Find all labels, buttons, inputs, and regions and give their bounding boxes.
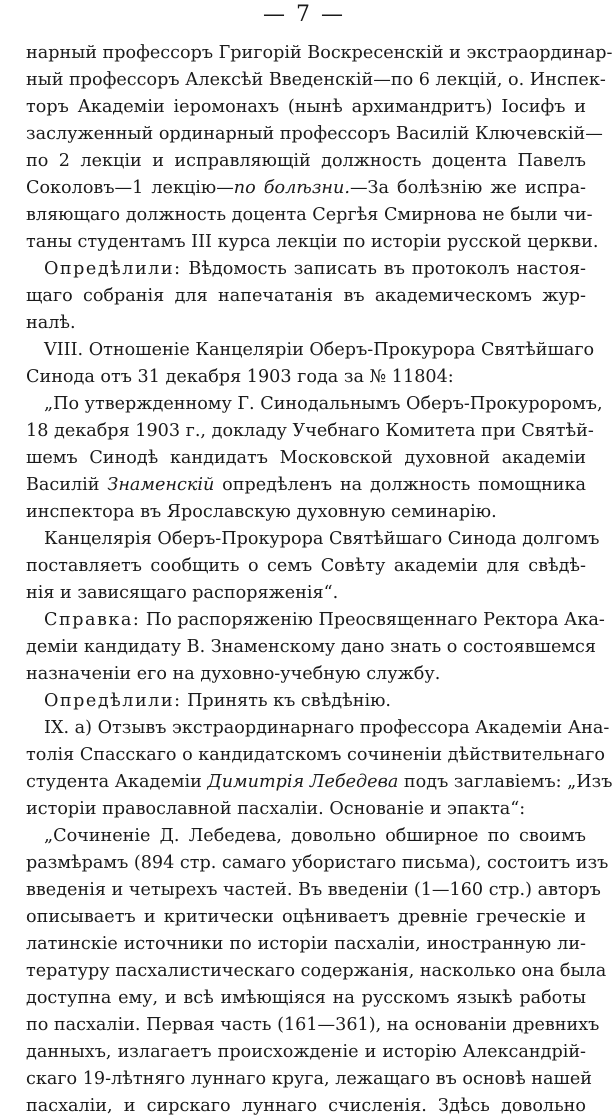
text-line bbox=[26, 823, 586, 850]
text-line bbox=[26, 472, 586, 499]
line-text-continued: опредѣленъ на должность помощника bbox=[214, 475, 586, 495]
text-line bbox=[26, 931, 586, 958]
line-text: таны студентамъ III курса лекціи по исторіи русской церкви. bbox=[26, 232, 599, 252]
text-line bbox=[26, 121, 603, 148]
text-line bbox=[26, 499, 586, 526]
line-text: исторіи православной пасхаліи. Основаніе и эпакта“: bbox=[26, 799, 526, 819]
text-line bbox=[26, 688, 586, 715]
line-text: „Сочиненіе Д. Лебедева, довольно обширное по своимъ bbox=[44, 826, 586, 846]
line-text: Справка: По распоряженію Преосвященнаго Ректора Ака- bbox=[44, 610, 605, 630]
line-text: шемъ Синодѣ кандидатъ Московской духовной академіи bbox=[26, 448, 586, 468]
text-line bbox=[26, 283, 586, 310]
italic-text: Знаменскій bbox=[107, 475, 215, 495]
line-text: вляющаго должность доцента Сергѣя Смирнова не были чи- bbox=[26, 205, 593, 225]
italic-text: Димитрія Лебедева bbox=[207, 772, 399, 792]
line-text: Соколовъ—1 лекцію— bbox=[26, 178, 234, 198]
line-text: нарный профессоръ Григорій Воскресенскій и экстраординар- bbox=[26, 43, 612, 63]
text-line bbox=[26, 985, 586, 1012]
text-line bbox=[26, 94, 586, 121]
line-text: Опредѣлили: Принять къ свѣдѣнію. bbox=[44, 691, 392, 711]
text-line bbox=[26, 796, 586, 823]
line-text: Канцелярія Оберъ-Прокурора Святѣйшаго Синода долгомъ bbox=[44, 529, 600, 549]
text-line bbox=[26, 310, 586, 337]
text-line bbox=[26, 850, 609, 877]
line-text: по 2 лекціи и исправляющій должность доцента Павелъ bbox=[26, 151, 586, 171]
line-text: налѣ. bbox=[26, 313, 76, 333]
line-text: торъ Академіи іеромонахъ (нынѣ архимандритъ) Іосифъ и bbox=[26, 97, 586, 117]
line-text: „По утвержденному Г. Синодальнымъ Оберъ-Прокуроромъ, bbox=[44, 394, 603, 414]
line-text: латинскіе источники по исторіи пасхаліи, иностранную ли- bbox=[26, 934, 586, 954]
line-text: инспектора въ Ярославскую духовную семинарію. bbox=[26, 502, 497, 522]
text-line bbox=[26, 175, 586, 202]
line-text: введенія и четырехъ частей. Въ введеніи (1—160 стр.) авторъ bbox=[26, 880, 601, 900]
text-line bbox=[26, 148, 586, 175]
text-line bbox=[26, 1066, 592, 1093]
text-line bbox=[26, 229, 599, 256]
text-line bbox=[26, 418, 594, 445]
line-text: доступна ему, и всѣ имѣющіяся на русскомъ языкѣ работы bbox=[26, 988, 586, 1008]
line-text: щаго собранія для напечатанія въ академическомъ жур- bbox=[26, 286, 586, 306]
text-line bbox=[26, 40, 612, 67]
line-text: размѣрамъ (894 стр. самаго убористаго письма), состоитъ изъ bbox=[26, 853, 609, 873]
italic-text: по болѣзни. bbox=[233, 178, 350, 198]
line-text: студента Академіи bbox=[26, 772, 208, 792]
text-line bbox=[26, 1012, 600, 1039]
text-line bbox=[26, 958, 607, 985]
text-line bbox=[26, 715, 610, 742]
line-text: нія и зависящаго распоряженія“. bbox=[26, 583, 339, 603]
body-text bbox=[26, 40, 612, 1120]
line-text: поставляетъ сообщить о семъ Совѣту академіи для свѣдѣ- bbox=[26, 556, 586, 576]
text-line bbox=[26, 445, 586, 472]
line-text: ный профессоръ Алексѣй Введенскій—по 6 лекцій, о. Инспек- bbox=[26, 70, 606, 90]
line-text: Синода отъ 31 декабря 1903 года за № 11804: bbox=[26, 367, 454, 387]
line-text: заслуженный ординарный профессоръ Василій Ключевскій— bbox=[26, 124, 603, 144]
line-text: данныхъ, излагаетъ происхожденіе и исторію Александрій- bbox=[26, 1042, 586, 1062]
line-text: Опредѣлили: Вѣдомость записать въ протоколъ настоя- bbox=[44, 259, 586, 279]
text-line bbox=[26, 742, 605, 769]
text-line bbox=[26, 607, 605, 634]
line-text: деміи кандидату В. Знаменскому дано знать о состоявшемся bbox=[26, 637, 597, 657]
line-text: VIII. Отношеніе Канцеляріи Оберъ-Прокурора Святѣйшаго bbox=[44, 340, 595, 360]
line-text: толія Спасскаго о кандидатскомъ сочиненіи дѣйствительнаго bbox=[26, 745, 605, 765]
text-line bbox=[26, 67, 606, 94]
line-text: скаго 19-лѣтняго луннаго круга, лежащаго въ основѣ нашей bbox=[26, 1069, 592, 1089]
line-text: по пасхаліи. Первая часть (161—361), на основаніи древнихъ bbox=[26, 1015, 600, 1035]
line-text: пасхаліи, и сирскаго луннаго счисленія. Здѣсь довольно bbox=[26, 1096, 586, 1116]
text-line bbox=[26, 634, 597, 661]
text-line bbox=[26, 553, 586, 580]
line-text: тературу пасхалистическаго содержанія, насколько она была bbox=[26, 961, 607, 981]
text-line bbox=[26, 1093, 586, 1120]
line-text: Василій bbox=[26, 475, 108, 495]
text-line bbox=[26, 256, 586, 283]
text-line bbox=[26, 661, 586, 688]
text-line bbox=[26, 1039, 586, 1066]
text-line bbox=[26, 904, 586, 931]
page-number: — 7 — bbox=[263, 2, 345, 27]
line-text: IX. а) Отзывъ экстраординарнаго профессора Академіи Ана- bbox=[44, 718, 610, 738]
text-line bbox=[26, 364, 586, 391]
text-line bbox=[26, 580, 586, 607]
text-line bbox=[26, 877, 601, 904]
text-line bbox=[26, 337, 595, 364]
line-text: назначеніи его на духовно-учебную службу. bbox=[26, 664, 441, 684]
text-line bbox=[26, 202, 593, 229]
text-line bbox=[26, 391, 603, 418]
line-text-continued: —За болѣзнію же испра- bbox=[349, 178, 586, 198]
line-text-continued: подъ заглавіемъ: „Изъ bbox=[398, 772, 612, 792]
text-line bbox=[26, 526, 600, 553]
text-line bbox=[26, 769, 612, 796]
line-text: 18 декабря 1903 г., докладу Учебнаго Комитета при Святѣй- bbox=[26, 421, 594, 441]
line-text: описываетъ и критически оцѣниваетъ древніе греческіе и bbox=[26, 907, 586, 927]
